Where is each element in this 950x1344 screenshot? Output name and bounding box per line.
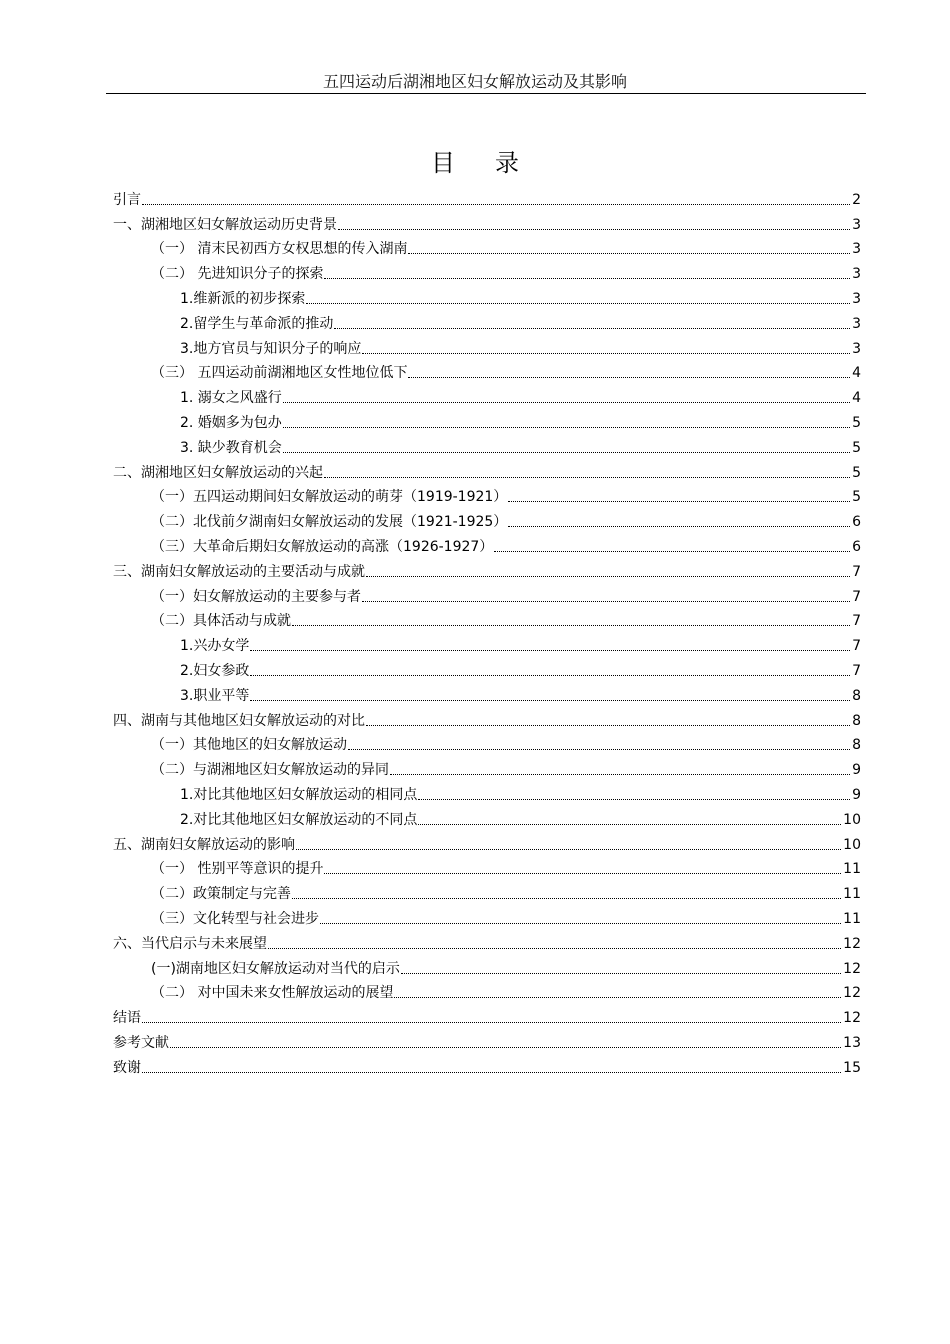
toc-entry[interactable]	[113, 682, 861, 707]
toc-dot-leader	[306, 303, 850, 304]
toc-dot-leader	[508, 501, 850, 502]
toc-entry[interactable]	[113, 583, 861, 608]
toc-page-number: 9	[852, 786, 861, 803]
toc-entry[interactable]	[113, 880, 861, 905]
toc-page-number: 12	[843, 1010, 861, 1027]
toc-dot-leader	[348, 749, 850, 750]
toc-entry[interactable]	[113, 980, 861, 1005]
toc-entry[interactable]	[113, 1029, 861, 1054]
toc-entry[interactable]	[113, 484, 861, 509]
toc-entry[interactable]	[113, 831, 861, 856]
toc-page-number: 5	[852, 414, 861, 431]
toc-entry-text: 1.兴办女学	[180, 638, 250, 655]
toc-dot-leader	[366, 576, 850, 577]
toc-dot-leader	[142, 1022, 841, 1023]
toc-page-number: 6	[852, 514, 861, 531]
toc-entry-text: （二）北伐前夕湖南妇女解放运动的发展（1921-1925）	[151, 514, 508, 531]
toc-page-number: 7	[852, 563, 861, 580]
toc-dot-leader	[292, 625, 850, 626]
toc-dot-leader	[324, 477, 850, 478]
toc-entry[interactable]	[113, 186, 861, 211]
toc-entry-text: 2.对比其他地区妇女解放运动的不同点	[180, 811, 418, 828]
toc-page-number: 12	[843, 985, 861, 1002]
toc-dot-leader	[362, 601, 850, 602]
toc-page-number: 11	[843, 886, 861, 903]
toc-entry-text: 引言	[113, 191, 141, 208]
toc-dot-leader	[324, 873, 841, 874]
toc-page-number: 11	[843, 910, 861, 927]
toc-entry-text: （三） 五四运动前湖湘地区女性地位低下	[151, 365, 408, 382]
toc-dot-leader	[508, 526, 850, 527]
toc-entry[interactable]	[113, 608, 861, 633]
toc-dot-leader	[338, 229, 850, 230]
toc-page-number: 3	[852, 290, 861, 307]
toc-page-number: 13	[843, 1034, 861, 1051]
toc-entry-text: （二） 对中国未来女性解放运动的展望	[151, 985, 394, 1002]
toc-entry[interactable]	[113, 756, 861, 781]
toc-entry[interactable]	[113, 930, 861, 955]
toc-page-number: 3	[852, 241, 861, 258]
toc-page-number: 12	[843, 960, 861, 977]
toc-entry-text: 参考文献	[113, 1034, 169, 1051]
toc-entry-text: （二）具体活动与成就	[151, 613, 291, 630]
toc-entry-text: （三）大革命后期妇女解放运动的高涨（1926-1927）	[151, 538, 494, 555]
toc-dot-leader	[394, 997, 841, 998]
toc-entry-text: 一、湖湘地区妇女解放运动历史背景	[113, 216, 337, 233]
toc-dot-leader	[334, 328, 850, 329]
toc-page-number: 8	[852, 687, 861, 704]
toc-entry-text: 3. 缺少教育机会	[180, 439, 282, 456]
toc-page-number: 6	[852, 538, 861, 555]
toc-page-number: 10	[843, 836, 861, 853]
toc-page-number: 7	[852, 662, 861, 679]
toc-dot-leader	[250, 675, 850, 676]
toc-entry[interactable]	[113, 1004, 861, 1029]
toc-page-number: 2	[852, 191, 861, 208]
toc-entry[interactable]	[113, 632, 861, 657]
toc-entry[interactable]	[113, 657, 861, 682]
toc-page-number: 15	[843, 1059, 861, 1076]
toc-entry-text: （二）与湖湘地区妇女解放运动的异同	[151, 762, 389, 779]
toc-dot-leader	[390, 774, 850, 775]
toc-entry[interactable]	[113, 1054, 861, 1079]
toc-entry-text: 结语	[113, 1010, 141, 1027]
toc-entry[interactable]	[113, 732, 861, 757]
toc-entry-text: 致谢	[113, 1059, 141, 1076]
toc-page-number: 3	[852, 266, 861, 283]
toc-entry[interactable]	[113, 459, 861, 484]
toc-entry-text: （一）五四运动期间妇女解放运动的萌芽（1919-1921）	[151, 489, 508, 506]
toc-entry-text: （二） 先进知识分子的探索	[151, 266, 324, 283]
toc-entry[interactable]	[113, 707, 861, 732]
toc-page-number: 9	[852, 762, 861, 779]
toc-entry[interactable]	[113, 211, 861, 236]
toc-entry[interactable]	[113, 508, 861, 533]
toc-entry[interactable]	[113, 905, 861, 930]
toc-dot-leader	[408, 253, 850, 254]
toc-dot-leader	[362, 353, 850, 354]
toc-entry[interactable]	[113, 384, 861, 409]
toc-entry[interactable]	[113, 856, 861, 881]
toc-entry[interactable]	[113, 806, 861, 831]
toc-dot-leader	[418, 799, 850, 800]
toc-entry-text: （一）其他地区的妇女解放运动	[151, 737, 347, 754]
toc-entry[interactable]	[113, 955, 861, 980]
toc-entry-text: 1.对比其他地区妇女解放运动的相同点	[180, 786, 418, 803]
toc-page-number: 3	[852, 315, 861, 332]
toc-page-number: 5	[852, 489, 861, 506]
table-of-contents	[113, 186, 861, 1079]
toc-entry-text: 五、湖南妇女解放运动的影响	[113, 836, 295, 853]
toc-page-number: 11	[843, 861, 861, 878]
toc-entry-text: 2.妇女参政	[180, 662, 250, 679]
toc-entry-text: 1. 溺女之风盛行	[180, 390, 282, 407]
toc-dot-leader	[401, 973, 841, 974]
toc-dot-leader	[296, 849, 841, 850]
toc-entry[interactable]	[113, 434, 861, 459]
toc-dot-leader	[250, 650, 850, 651]
toc-entry[interactable]	[113, 781, 861, 806]
toc-page-number: 4	[852, 390, 861, 407]
toc-entry[interactable]	[113, 360, 861, 385]
toc-dot-leader	[494, 551, 850, 552]
toc-page-number: 3	[852, 340, 861, 357]
toc-entry-text: 四、湖南与其他地区妇女解放运动的对比	[113, 712, 365, 729]
toc-entry-text: 三、湖南妇女解放运动的主要活动与成就	[113, 563, 365, 580]
toc-page-number: 10	[843, 811, 861, 828]
toc-entry[interactable]	[113, 533, 861, 558]
toc-dot-leader	[283, 402, 850, 403]
toc-entry-text: （三）文化转型与社会进步	[151, 910, 319, 927]
toc-dot-leader	[408, 377, 850, 378]
toc-page-number: 3	[852, 216, 861, 233]
toc-entry-text: 1.维新派的初步探索	[180, 290, 306, 307]
toc-entry-text: 3.职业平等	[180, 687, 250, 704]
toc-dot-leader	[142, 1072, 841, 1073]
toc-dot-leader	[324, 278, 850, 279]
header-divider	[106, 93, 866, 94]
toc-page-number: 8	[852, 737, 861, 754]
toc-page-number: 7	[852, 613, 861, 630]
toc-dot-leader	[366, 725, 850, 726]
toc-page-number: 7	[852, 638, 861, 655]
page-header-title: 五四运动后湖湘地区妇女解放运动及其影响	[322, 72, 627, 91]
toc-dot-leader	[283, 452, 850, 453]
toc-entry-text: 六、当代启示与未来展望	[113, 935, 267, 952]
toc-page-number: 5	[852, 439, 861, 456]
toc-title: 目录	[431, 149, 559, 177]
toc-dot-leader	[292, 898, 841, 899]
toc-entry[interactable]	[113, 335, 861, 360]
toc-dot-leader	[283, 427, 850, 428]
toc-entry[interactable]	[113, 260, 861, 285]
toc-entry-text: （一）妇女解放运动的主要参与者	[151, 588, 361, 605]
toc-page-number: 7	[852, 588, 861, 605]
toc-entry[interactable]	[113, 558, 861, 583]
toc-page-number: 5	[852, 464, 861, 481]
toc-dot-leader	[142, 204, 850, 205]
toc-dot-leader	[268, 948, 841, 949]
toc-dot-leader	[418, 824, 841, 825]
toc-dot-leader	[250, 700, 850, 701]
toc-entry-text: 3.地方官员与知识分子的响应	[180, 340, 362, 357]
toc-entry-text: (一)湖南地区妇女解放运动对当代的启示	[151, 960, 400, 977]
toc-dot-leader	[320, 923, 841, 924]
toc-entry-text: 2.留学生与革命派的推动	[180, 315, 334, 332]
toc-entry-text: （一） 性别平等意识的提升	[151, 861, 324, 878]
toc-entry[interactable]	[113, 236, 861, 261]
toc-page-number: 12	[843, 935, 861, 952]
toc-entry-text: 2. 婚姻多为包办	[180, 414, 282, 431]
toc-entry-text: （二）政策制定与完善	[151, 886, 291, 903]
toc-page-number: 4	[852, 365, 861, 382]
toc-dot-leader	[170, 1047, 841, 1048]
toc-entry[interactable]	[113, 310, 861, 335]
toc-entry[interactable]	[113, 285, 861, 310]
toc-page-number: 8	[852, 712, 861, 729]
toc-entry-text: （一） 清末民初西方女权思想的传入湖南	[151, 241, 408, 258]
toc-entry[interactable]	[113, 409, 861, 434]
toc-entry-text: 二、湖湘地区妇女解放运动的兴起	[113, 464, 323, 481]
